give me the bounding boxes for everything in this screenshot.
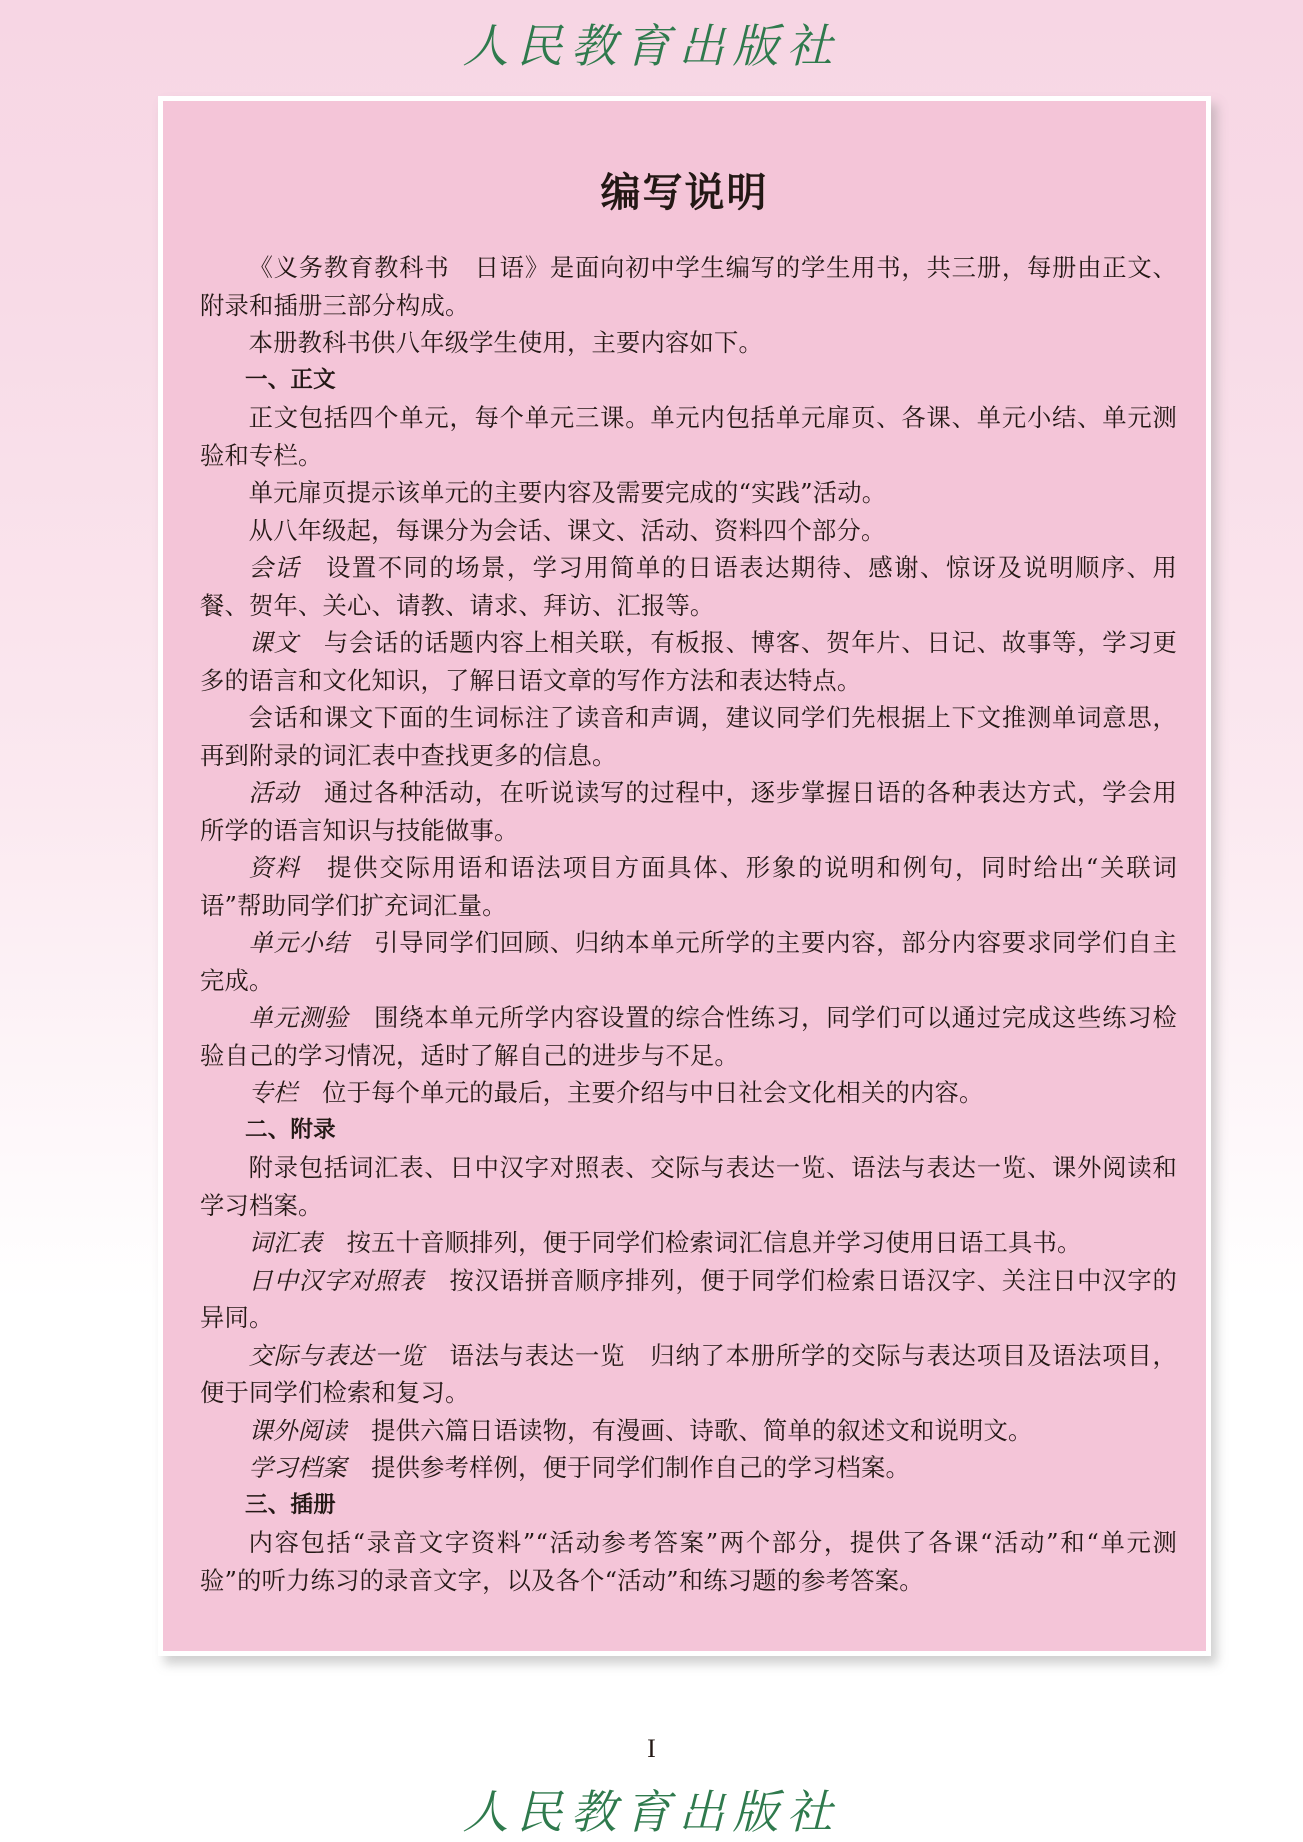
- paragraph: [200, 1412, 1177, 1450]
- term-label: 交际与表达一览: [248, 1340, 425, 1370]
- paragraph-text: 位于每个单元的最后，主要介绍与中日社会文化相关的内容。: [322, 1078, 984, 1107]
- term-label: 专栏: [248, 1078, 298, 1107]
- paragraph-text: 按汉语拼音顺序排列，便于同学们检索日语汉字、关注日中汉字的异同。: [200, 1265, 1177, 1332]
- section-heading: 三、插册: [245, 1491, 336, 1518]
- paragraph-text: 提供参考样例，便于同学们制作自己的学习档案。: [371, 1453, 911, 1482]
- paragraph: [200, 1262, 1177, 1337]
- term-label: 单元测验: [248, 1003, 350, 1032]
- paragraph: [200, 1149, 1177, 1224]
- paragraph-text: 提供六篇日语读物，有漫画、诗歌、简单的叙述文和说明文。: [371, 1415, 1033, 1445]
- paragraph: [200, 999, 1177, 1074]
- publisher-logo-top: 人民教育出版社: [462, 19, 841, 73]
- page-number: I: [647, 1734, 656, 1763]
- paragraph-text: 内容包括“录音文字资料”“活动参考答案”两个部分，提供了各课“活动”和“单元测验”的听力练习的录音文字，以及各个“活动”和练习题的参考答案。: [200, 1528, 1177, 1595]
- term-label: 日中汉字对照表: [248, 1265, 425, 1295]
- paragraph-text: 按五十音顺排列，便于同学们检索词汇信息并学习使用日语工具书。: [346, 1228, 1082, 1257]
- term-label: 课外阅读: [248, 1415, 347, 1445]
- paragraph: [200, 474, 1177, 512]
- paragraph-text: 引导同学们回顾、归纳本单元所学的主要内容，部分内容要求同学们自主完成。: [200, 928, 1177, 995]
- paragraph-text: 围绕本单元所学内容设置的综合性练习，同学们可以通过完成这些练习检验自己的学习情况，适时了解自己的进步与不足。: [200, 1003, 1177, 1070]
- term-label: 资料: [248, 853, 301, 882]
- paragraph: [200, 249, 1177, 324]
- paragraph-text: 提供交际用语和语法项目方面具体、形象的说明和例句，同时给出“关联词语”帮助同学们扩充词汇量。: [200, 853, 1177, 920]
- paragraph-text: 附录包括词汇表、日中汉字对照表、交际与表达一览、语法与表达一览、课外阅读和学习档案。: [200, 1153, 1177, 1220]
- publisher-logo-bottom: 人民教育出版社: [462, 1785, 841, 1839]
- term-label: 会话: [248, 553, 301, 582]
- content-panel: [158, 96, 1211, 1656]
- paragraph-text: 单元扉页提示该单元的主要内容及需要完成的“实践”活动。: [248, 478, 887, 507]
- section-heading: 一、正文: [245, 366, 336, 393]
- page-title: 编写说明: [600, 170, 769, 216]
- paragraph-text: 会话和课文下面的生词标注了读音和声调，建议同学们先根据上下文推测单词意思，再到附录的词汇表中查找更多的信息。: [200, 703, 1177, 770]
- body-text: [200, 249, 1177, 1599]
- paragraph-text: 从八年级起，每课分为会话、课文、活动、资料四个部分。: [248, 515, 886, 545]
- paragraph: [200, 924, 1177, 999]
- paragraph: [200, 1337, 1177, 1412]
- paragraph: [200, 1524, 1177, 1599]
- paragraph: [200, 849, 1177, 924]
- section-heading: 二、附录: [245, 1116, 336, 1143]
- paragraph-text: 正文包括四个单元，每个单元三课。单元内包括单元扉页、各课、单元小结、单元测验和专栏。: [200, 403, 1177, 470]
- paragraph: [200, 699, 1177, 774]
- term-label: 单元小结: [248, 928, 350, 957]
- paragraph-text: 《义务教育教科书 日语》是面向初中学生编写的学生用书，共三册，每册由正文、附录和插册三部分构成。: [200, 253, 1177, 320]
- paragraph: [200, 549, 1177, 624]
- paragraph: [200, 774, 1177, 849]
- paragraph-text: 与会话的话题内容上相关联，有板报、博客、贺年片、日记、故事等，学习更多的语言和文化知识，了解日语文章的写作方法和表达特点。: [200, 628, 1177, 695]
- term-label: 活动: [248, 778, 299, 807]
- paragraph: [200, 1074, 1177, 1112]
- paragraph: [200, 624, 1177, 699]
- paragraph-text: 通过各种活动，在听说读写的过程中，逐步掌握日语的各种表达方式，学会用所学的语言知识与技能做事。: [200, 778, 1177, 845]
- term-label: 课文: [248, 628, 299, 657]
- paragraph: [200, 324, 1177, 362]
- paragraph-text: 本册教科书供八年级学生使用，主要内容如下。: [248, 328, 764, 357]
- term-label: 学习档案: [248, 1453, 347, 1482]
- paragraph-text: 设置不同的场景，学习用简单的日语表达期待、感谢、惊讶及说明顺序、用餐、贺年、关心、请教、请求、拜访、汇报等。: [200, 553, 1177, 620]
- paragraph: [200, 1449, 1177, 1487]
- paragraph-text: 语法与表达一览 归纳了本册所学的交际与表达项目及语法项目，便于同学们检索和复习。: [200, 1340, 1177, 1407]
- paragraph: [200, 1224, 1177, 1262]
- term-label: 词汇表: [248, 1228, 323, 1257]
- paragraph: [200, 399, 1177, 474]
- paragraph: [200, 512, 1177, 550]
